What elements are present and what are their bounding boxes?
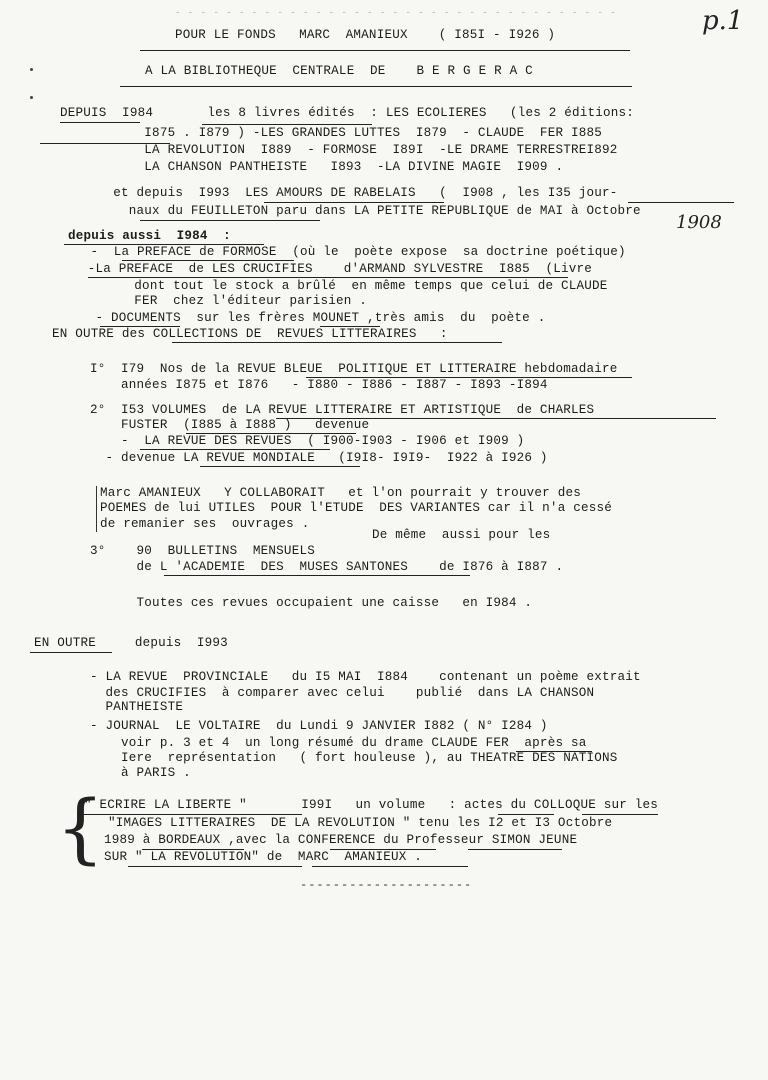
section4-line: 3° 90 BULLETINS MENSUELS bbox=[90, 544, 315, 558]
section1-line: LA REVOLUTION I889 - FORMOSE I89I -LE DRAME TERRESTREI892 bbox=[90, 143, 618, 157]
closing-rule: --------------------- bbox=[300, 878, 473, 892]
underline bbox=[88, 277, 568, 278]
header-underline-2 bbox=[120, 86, 632, 87]
underline bbox=[60, 122, 140, 123]
margin-dot bbox=[30, 68, 33, 71]
underline bbox=[140, 449, 330, 450]
section5-line: - LA REVUE PROVINCIALE du I5 MAI I884 contenant un poème extrait bbox=[90, 670, 641, 684]
section5-line: Iere représentation ( fort houleuse ), au THEATRE DES NATIONS bbox=[90, 751, 618, 765]
handwritten-year: 1908 bbox=[676, 212, 722, 233]
handwritten-brace: { bbox=[56, 783, 105, 872]
underline bbox=[468, 849, 562, 850]
section2-line: - La PREFACE de FORMOSE (où le poète expose sa doctrine poétique) bbox=[75, 245, 626, 259]
section2-line: -La PREFACE de LES CRUCIFIES d'ARMAND SYLVESTRE I885 (Livre bbox=[80, 262, 592, 276]
underline bbox=[80, 814, 302, 815]
underline bbox=[200, 466, 360, 467]
section2-line: depuis aussi I984 : bbox=[68, 229, 231, 243]
section6-line: SUR " LA REVOLUTION" de MARC AMANIEUX . bbox=[104, 850, 423, 864]
section6-line: " ECRIRE LA LIBERTE " I99I un volume : actes du COLLOQUE sur les bbox=[84, 798, 659, 812]
section6-line: "IMAGES LITTERAIRES DE LA REVOLUTION " tenu les I2 et I3 Octobre bbox=[108, 816, 613, 830]
underline bbox=[264, 202, 444, 203]
top-faint-rule: - - - - - - - - - - - - - - - - - - - - - - - - - - - - - - - - - - - bbox=[175, 8, 617, 18]
header-underline bbox=[140, 50, 630, 51]
section2-line: - DOCUMENTS sur les frères MOUNET ,très amis du poète . bbox=[80, 311, 546, 325]
section3-line: I° I79 Nos de la REVUE BLEUE POLITIQUE ET LITTERAIRE hebdomadaire bbox=[90, 362, 618, 376]
underline bbox=[30, 652, 112, 653]
section3-line: FUSTER (I885 à I888 ) devenue bbox=[90, 418, 370, 432]
section1-line: et depuis I993 LES AMOURS DE RABELAIS ( I908 , les I35 jour- bbox=[90, 186, 618, 200]
section1-line: I875 . I879 ) -LES GRANDES LUTTES I879 - CLAUDE FER I885 bbox=[90, 126, 602, 140]
margin-dot bbox=[30, 96, 33, 99]
underline bbox=[128, 866, 302, 867]
section4-line: Toutes ces revues occupaient une caisse en I984 . bbox=[90, 596, 533, 610]
section1-line: naux du FEUILLETON paru dans LA PETITE REPUBLIQUE de MAI à Octobre bbox=[90, 204, 641, 218]
section3-line: 2° I53 VOLUMES de LA REVUE LITTERAIRE ET ARTISTIQUE de CHARLES bbox=[90, 403, 595, 417]
section5-line: PANTHEISTE bbox=[90, 700, 184, 714]
section1-line: DEPUIS I984 les 8 livres édités : LES ECOLIERES (les 2 éditions: bbox=[60, 106, 635, 120]
header-line-2: A LA BIBLIOTHEQUE CENTRALE DE B E R G E R A C bbox=[145, 64, 533, 78]
section2-line: FER chez l'éditeur parisien . bbox=[80, 294, 368, 308]
underline bbox=[582, 814, 658, 815]
section5-line: voir p. 3 et 4 un long résumé du drame CLAUDE FER après sa bbox=[90, 736, 587, 750]
section2-line: dont tout le stock a brûlé en même temps que celui de CLAUDE bbox=[80, 279, 608, 293]
section3-line: - devenue LA REVUE MONDIALE (I9I8- I9I9- I922 à I926 ) bbox=[90, 451, 548, 465]
underline bbox=[164, 575, 470, 576]
section4-line: de L 'ACADEMIE DES MUSES SANTONES de I876 à I887 . bbox=[90, 560, 564, 574]
underline bbox=[202, 124, 372, 125]
margin-bracket bbox=[96, 486, 97, 532]
page-number: p.1 bbox=[702, 6, 744, 36]
section5-line: - JOURNAL LE VOLTAIRE du Lundi 9 JANVIER I882 ( N° I284 ) bbox=[90, 719, 548, 733]
section5-line: des CRUCIFIES à comparer avec celui publié dans LA CHANSON bbox=[90, 686, 595, 700]
underline bbox=[628, 202, 734, 203]
section2-line: EN OUTRE des COLLECTIONS DE REVUES LITTERAIRES : bbox=[52, 327, 448, 341]
section3-line: - LA REVUE DES REVUES ( I900-I903 - I906 et I909 ) bbox=[90, 434, 525, 448]
section4-line: POEMES de lui UTILES POUR l'ETUDE DES VARIANTES car il n'a cessé bbox=[100, 501, 612, 515]
section5-line: à PARIS . bbox=[90, 766, 191, 780]
underline bbox=[498, 814, 554, 815]
section4-line: Marc AMANIEUX Y COLLABORAIT et l'on pourrait y trouver des bbox=[100, 486, 581, 500]
section6-line: 1989 à BORDEAUX ,avec la CONFERENCE du Professeur SIMON JEUNE bbox=[104, 833, 578, 847]
underline bbox=[140, 220, 320, 221]
underline bbox=[122, 260, 294, 261]
section1-line: LA CHANSON PANTHEISTE I893 -LA DIVINE MAGIE I909 . bbox=[90, 160, 564, 174]
section5-title: EN OUTRE depuis I993 bbox=[34, 636, 228, 650]
underline bbox=[312, 866, 468, 867]
underline bbox=[172, 342, 502, 343]
header-line-1: POUR LE FONDS MARC AMANIEUX ( I85I - I926 ) bbox=[175, 28, 556, 42]
section4-line: de remanier ses ouvrages . bbox=[100, 517, 310, 531]
section4-line: De même aussi pour les bbox=[372, 528, 551, 542]
section3-line: années I875 et I876 - I880 - I886 - I887 - I893 -I894 bbox=[90, 378, 548, 392]
